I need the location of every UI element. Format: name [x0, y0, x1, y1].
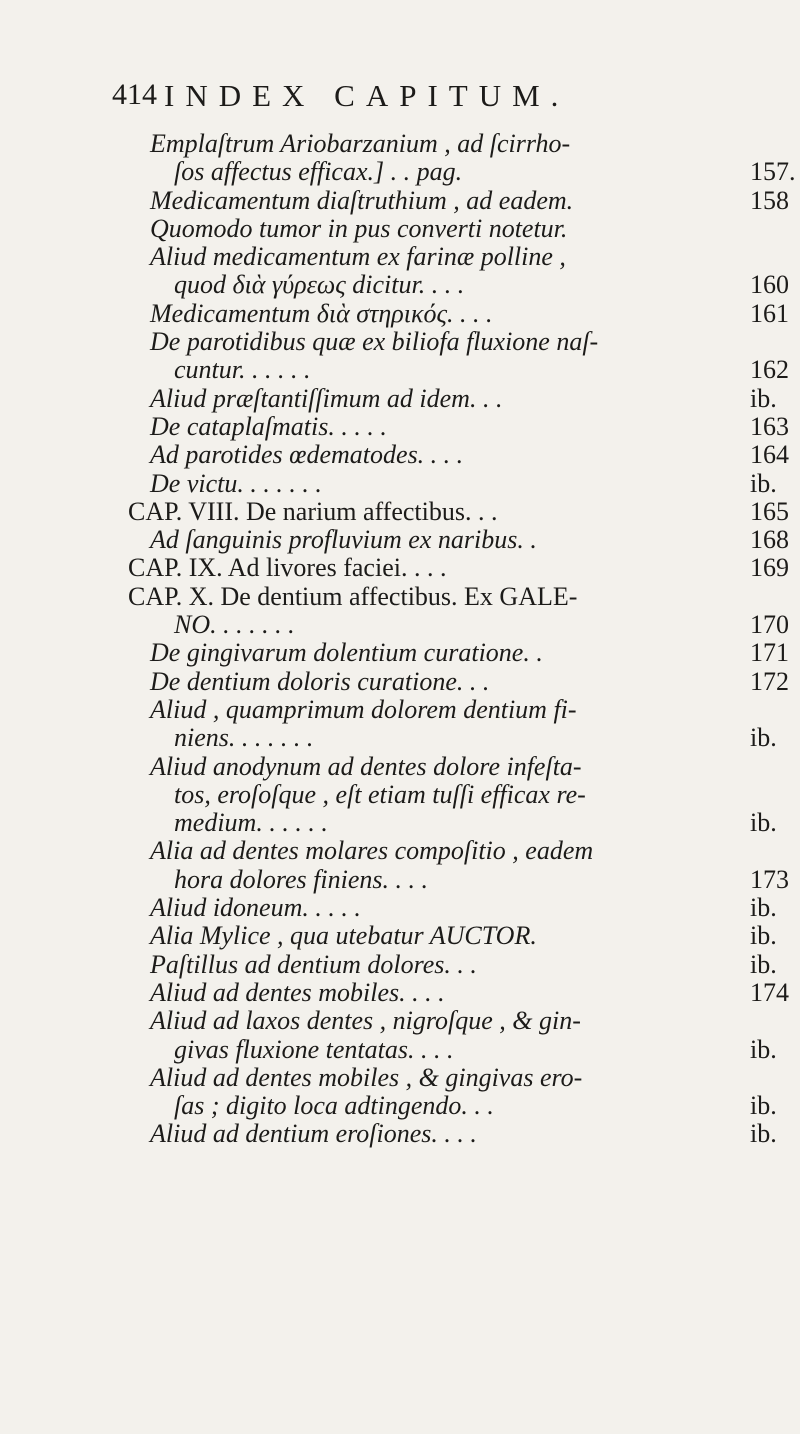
page-reference: 174	[750, 977, 789, 1007]
index-entry-row	[0, 158, 800, 186]
index-entry-text: Alia ad dentes molares compoſitio , eadem	[150, 836, 594, 866]
index-entry-text: De victu. . . . . . .	[150, 468, 322, 498]
page-reference: 172	[750, 666, 789, 696]
index-entry-text: Aliud ad laxos dentes , nigroſque , & gin-	[150, 1006, 581, 1036]
page-reference: 168	[750, 525, 789, 555]
page-reference: 171	[750, 638, 789, 668]
index-entry	[0, 187, 800, 215]
index-entry-text: Ad parotides œdematodes. . . .	[150, 440, 464, 470]
page-reference: ib.	[750, 468, 777, 498]
index-entry	[0, 979, 800, 1007]
index-entry-row	[0, 554, 800, 582]
index-entry-text: cuntur. . . . . .	[174, 355, 311, 385]
index-entry-row	[0, 243, 800, 271]
index-entry	[0, 215, 800, 243]
index-entry	[0, 1007, 800, 1064]
page-reference: ib.	[750, 1119, 777, 1149]
page-reference: 169	[750, 553, 789, 583]
index-entry-text: CAP. VIII. De narium affectibus. . .	[128, 496, 498, 526]
index-entry	[0, 130, 800, 187]
index-entry	[0, 753, 800, 838]
page-reference: 160	[750, 270, 789, 300]
index-entry-text: tos, eroſoſque , eſt etiam tuſſi efficax re-	[174, 779, 586, 809]
index-entry	[0, 837, 800, 894]
index-entry-text: CAP. IX. Ad livores faciei. . . .	[128, 553, 447, 583]
index-entry-text: Aliud idoneum. . . . .	[150, 893, 361, 923]
index-entry-text: givas fluxione tentatas. . . .	[174, 1034, 454, 1064]
page-reference: ib.	[750, 1091, 777, 1121]
index-entry-row	[0, 1036, 800, 1064]
page-reference: 157.	[750, 157, 796, 187]
index-entry-row	[0, 470, 800, 498]
page-reference: 163	[750, 411, 789, 441]
index-entry-text: Medicamentum διὰ στηρικός. . . .	[150, 298, 493, 328]
index-entry-row	[0, 1007, 800, 1035]
index-entry-text: Aliud anodynum ad dentes dolore infeſta-	[150, 751, 582, 781]
page-reference: ib.	[750, 808, 777, 838]
page-reference: 165	[750, 496, 789, 526]
index-entry	[0, 243, 800, 300]
index-entries	[0, 130, 800, 1149]
index-entry-row	[0, 611, 800, 639]
index-entry-row	[0, 583, 800, 611]
index-entry-text: ſas ; digito loca adtingendo. . .	[174, 1091, 494, 1121]
index-entry	[0, 554, 800, 582]
index-entry-row	[0, 837, 800, 865]
page-reference: ib.	[750, 949, 777, 979]
index-entry	[0, 1064, 800, 1121]
page-header	[112, 78, 712, 118]
page-reference: ib.	[750, 1034, 777, 1064]
index-entry-row	[0, 1092, 800, 1120]
index-entry	[0, 441, 800, 469]
page-reference: 161	[750, 298, 789, 328]
index-entry-text: De parotidibus quæ ex biliofa fluxione naſ-	[150, 327, 599, 357]
index-entry	[0, 385, 800, 413]
index-entry-text: ſos affectus efficax.] . . pag.	[174, 157, 463, 187]
index-entry-text: quod διὰ γύρεως dicitur. . . .	[174, 270, 465, 300]
page-reference: ib.	[750, 893, 777, 923]
index-entry-text: CAP. X. De dentium affectibus. Ex GALE-	[128, 581, 578, 611]
index-entry	[0, 951, 800, 979]
index-entry-row	[0, 951, 800, 979]
index-entry-text: Quomodo tumor in pus converti notetur.	[150, 213, 568, 243]
index-entry-row	[0, 413, 800, 441]
index-entry-row	[0, 328, 800, 356]
index-entry	[0, 1120, 800, 1148]
index-entry-text: Alia Mylice , qua utebatur AUCTOR.	[150, 921, 537, 951]
index-entry	[0, 498, 800, 526]
index-entry-row	[0, 979, 800, 1007]
index-entry-row	[0, 385, 800, 413]
index-entry	[0, 583, 800, 640]
index-entry-row	[0, 130, 800, 158]
index-entry-text: NO. . . . . . .	[174, 610, 295, 640]
index-entry-row	[0, 639, 800, 667]
index-entry-row	[0, 300, 800, 328]
index-entry	[0, 470, 800, 498]
index-entry	[0, 922, 800, 950]
page-reference: 164	[750, 440, 789, 470]
index-entry-text: Emplaſtrum Ariobarzanium , ad ſcirrho-	[150, 129, 571, 158]
index-entry-text: Aliud ad dentes mobiles. . . .	[150, 977, 445, 1007]
running-title: INDEX CAPITUM.	[164, 78, 570, 113]
index-entry-text: Paſtillus ad dentium dolores. . .	[150, 949, 477, 979]
page-reference: ib.	[750, 383, 777, 413]
index-entry-text: Ad ſanguinis profluvium ex naribus. .	[150, 525, 537, 555]
index-entry	[0, 894, 800, 922]
index-entry-text: De gingivarum dolentium curatione. .	[150, 638, 543, 668]
index-entry-row	[0, 724, 800, 752]
index-entry-row	[0, 271, 800, 299]
index-entry	[0, 413, 800, 441]
index-entry-text: medium. . . . . .	[174, 808, 328, 838]
index-entry-row	[0, 696, 800, 724]
index-entry-text: Medicamentum diaſtruthium , ad eadem.	[150, 185, 574, 215]
index-entry-text: Aliud præſtantiſſimum ad idem. . .	[150, 383, 503, 413]
index-entry	[0, 526, 800, 554]
index-entry-row	[0, 866, 800, 894]
index-entry	[0, 668, 800, 696]
page-reference: 170	[750, 610, 789, 640]
index-entry-row	[0, 526, 800, 554]
index-entry	[0, 328, 800, 385]
index-entry-row	[0, 1064, 800, 1092]
page-number: 414	[112, 78, 157, 111]
page-reference: 162	[750, 355, 789, 385]
index-entry-row	[0, 215, 800, 243]
index-entry-row	[0, 1120, 800, 1148]
index-entry-row	[0, 356, 800, 384]
index-entry-text: Aliud , quamprimum dolorem dentium fi-	[150, 694, 577, 724]
page-reference: 173	[750, 864, 789, 894]
index-entry-text: Aliud ad dentes mobiles , & gingivas ero-	[150, 1062, 583, 1092]
index-entry-row	[0, 894, 800, 922]
index-entry-text: Aliud ad dentium eroſiones. . . .	[150, 1119, 477, 1149]
index-entry-row	[0, 668, 800, 696]
index-entry-text: De cataplaſmatis. . . . .	[150, 411, 387, 441]
index-entry-row	[0, 781, 800, 809]
index-entry-row	[0, 922, 800, 950]
page-reference: ib.	[750, 723, 777, 753]
index-entry-row	[0, 753, 800, 781]
index-entry-row	[0, 441, 800, 469]
index-entry-text: Aliud medicamentum ex farinæ polline ,	[150, 242, 566, 272]
index-entry	[0, 696, 800, 753]
index-entry-row	[0, 498, 800, 526]
index-entry-row	[0, 809, 800, 837]
page-reference: 158	[750, 185, 789, 215]
index-entry-text: De dentium doloris curatione. . .	[150, 666, 490, 696]
index-entry	[0, 300, 800, 328]
index-entry-text: hora dolores finiens. . . .	[174, 864, 428, 894]
index-entry-row	[0, 187, 800, 215]
index-entry-text: niens. . . . . . .	[174, 723, 314, 753]
index-entry	[0, 639, 800, 667]
page-reference: ib.	[750, 921, 777, 951]
